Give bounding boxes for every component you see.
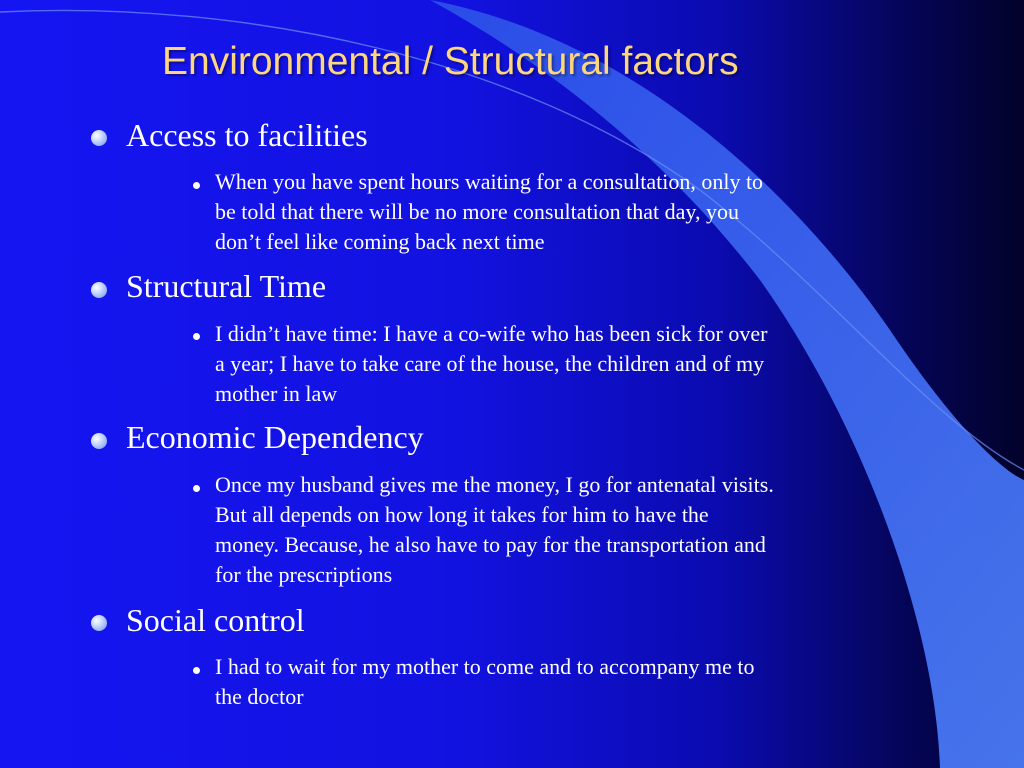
quote-line: I had to wait for my mother to come and to accompany me to xyxy=(215,654,755,679)
sub-bullet-dot xyxy=(193,182,200,189)
bullet-dot xyxy=(91,282,107,298)
bullet-dot xyxy=(91,130,107,146)
section-heading: Access to facilities xyxy=(126,117,368,153)
quote-line: mother in law xyxy=(215,381,338,406)
quote-line: a year; I have to take care of the house, the children and of my xyxy=(215,351,765,376)
quote-line: be told that there will be no more consultation that day, you xyxy=(215,199,740,224)
section-quote xyxy=(215,319,955,409)
quote-line: for the prescriptions xyxy=(215,562,393,587)
quote-line: the doctor xyxy=(215,684,304,709)
section-quote xyxy=(215,652,955,712)
section-quote xyxy=(215,167,955,257)
quote-line: Once my husband gives me the money, I go for antenatal visits. xyxy=(215,472,774,497)
sub-bullet-dot xyxy=(193,485,200,492)
quote-line: I didn’t have time: I have a co-wife who has been sick for over xyxy=(215,321,768,346)
section-heading: Social control xyxy=(126,602,305,638)
quote-line: money. Because, he also have to pay for the transportation and xyxy=(215,532,766,557)
sub-bullet-dot xyxy=(193,333,200,340)
section-quote xyxy=(215,470,955,590)
bullet-dot xyxy=(91,615,107,631)
section-heading: Structural Time xyxy=(126,268,327,304)
bullet-dot xyxy=(91,433,107,449)
sub-bullet-dot xyxy=(193,667,200,674)
quote-line: don’t feel like coming back next time xyxy=(215,229,545,254)
quote-line: When you have spent hours waiting for a consultation, only to xyxy=(215,169,764,194)
slide-title: Environmental / Structural factors xyxy=(162,40,739,83)
quote-line: But all depends on how long it takes for him to have the xyxy=(215,502,709,527)
section-heading: Economic Dependency xyxy=(126,419,424,455)
